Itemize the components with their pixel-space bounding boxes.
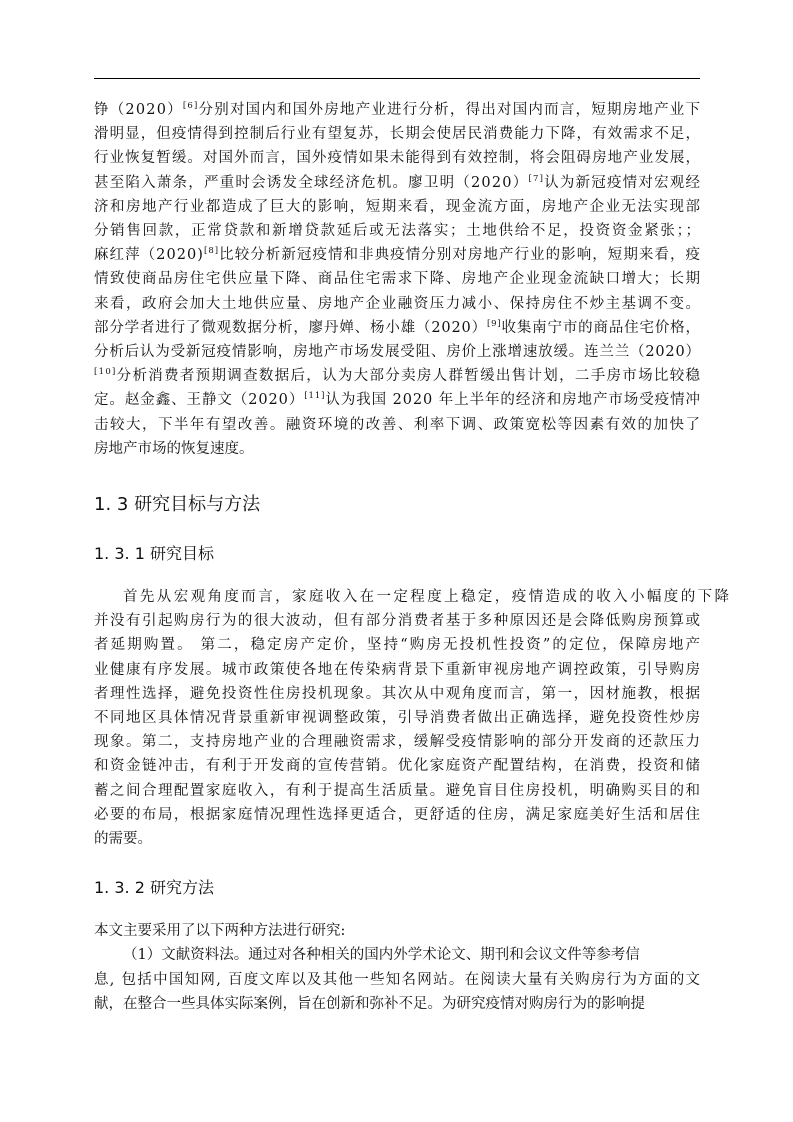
page-content bbox=[94, 98, 732, 1016]
text-line: 定。赵金鑫、王静文（2020）[11]认为我国 2020 年上半年的经济和房地产市场受疫情冲 bbox=[94, 391, 701, 409]
text-line: 行业恢复暂缓。对国外而言，国外疫情如果未能得到有效控制，将会阻碍房地产业发展， bbox=[94, 150, 702, 167]
text-line: 和资金链冲击，有利于开发商的宣传营销。优化家庭资产配置结构，在消费，投资和储 bbox=[94, 758, 702, 775]
text-line: 献，在整合一些具体实际案例，旨在创新和弥补不足。为研究疫情对购房行为的影响提 bbox=[94, 995, 645, 1012]
text-line: 房地产市场的恢复速度。 bbox=[94, 440, 254, 457]
text-line: 首先从宏观角度而言，家庭收入在一定程度上稳定，疫情造成的收入小幅度的下降 bbox=[123, 589, 732, 606]
text-line: （1）文献资料法。通过对各种相关的国内外学术论文、期刊和会议文件等参考信 bbox=[123, 947, 640, 964]
literature-review-paragraph bbox=[94, 98, 700, 461]
text-line: 滑明显，但疫情得到控制后行业有望复苏，长期会使居民消费能力下降，有效需求不足， bbox=[94, 126, 702, 143]
citation-ref: [11] bbox=[304, 391, 326, 402]
text-line: 济和房地产行业都造成了巨大的影响，短期来看，现金流方面，房地产企业无法实现部 bbox=[94, 198, 702, 215]
text-line: 来看，政府会加大土地供应量、房地产企业融资压力减小、保持房住不炒主基调不变。 bbox=[94, 295, 702, 312]
text-line: 并没有引起购房行为的很大波动，但有部分消费者基于多种原因还是会降低购房预算或 bbox=[94, 613, 702, 630]
text-line: 业健康有序发展。城市政策使各地在传染病背景下重新审视房地产调控政策，引导购房 bbox=[94, 661, 702, 678]
text-line: 者延期购置。 第二，稳定房产定价，坚持“购房无投机性投资”的定位，保障房地产 bbox=[94, 637, 703, 654]
text-line: 者理性选择，避免投资性住房投机现象。其次从中观角度而言，第一，因材施教，根据 bbox=[94, 685, 702, 702]
subsection-heading-1-3-2: 1. 3. 2 研究方法 bbox=[94, 878, 214, 898]
research-goal-paragraph bbox=[94, 585, 732, 851]
subsection-heading-1-3-1: 1. 3. 1 研究目标 bbox=[94, 544, 214, 564]
text-line: 铮（2020）[6]分别对国内和国外房地产业进行分析，得出对国内而言，短期房地产业下 bbox=[94, 101, 702, 118]
text-line: 不同地区具体情况背景重新审视调整政策，引导消费者做出正确选择，避免投资性炒房 bbox=[94, 710, 702, 727]
citation-ref: [8] bbox=[203, 246, 220, 257]
text-line: 现象。第二，支持房地产业的合理融资需求，缓解受疫情影响的部分开发商的还款压力 bbox=[94, 734, 702, 751]
citation-ref: [6] bbox=[182, 101, 199, 112]
text-line: 本文主要采用了以下两种方法进行研究: bbox=[94, 923, 346, 940]
text-line: 部分学者进行了微观数据分析，廖丹婵、杨小雄（2020）[9]收集南宁市的商品住宅价格， bbox=[94, 319, 701, 336]
text-line: 甚至陷入萧条，严重时会诱发全球经济危机。廖卫明（2020）[7]认为新冠疫情对宏观经 bbox=[94, 173, 702, 191]
text-line: 击较大，下半年有望改善。融资环境的改善、利率下调、政策宽松等因素有效的加快了 bbox=[94, 416, 702, 433]
research-method-paragraph bbox=[94, 919, 700, 1016]
citation-ref: [9] bbox=[486, 319, 502, 329]
text-line: 息, 包括中国知网, 百度文库以及其他一些知名网站。在阅读大量有关购房行为方面的文 bbox=[94, 971, 702, 988]
text-line: 分析后认为受新冠疫情影响，房地产市场发展受阻、房价上涨增速放缓。连兰兰（2020） bbox=[94, 344, 701, 361]
header-rule bbox=[94, 78, 700, 79]
text-line: [10]分析消费者预期调查数据后，认为大部分卖房人群暂缓出售计划，二手房市场比较稳 bbox=[94, 367, 702, 385]
text-line: 必要的布局，根据家庭情况理性选择更适合，更舒适的住房，满足家庭美好生活和居住 bbox=[94, 806, 702, 823]
text-line: 情致使商品房住宅供应量下降、商品住宅需求下降、房地产企业现金流缺口增大；长期 bbox=[94, 271, 702, 288]
text-line: 蓄之间合理配置家庭收入，有利于提高生活质量。避免盲目住房投机，明确购买目的和 bbox=[94, 782, 702, 799]
text-line: 麻红萍（2020)[8]比较分析新冠疫情和非典疫情分别对房地产行业的影响，短期来看，疫 bbox=[94, 246, 702, 264]
text-line: 分销售回款，正常贷款和新增贷款延后或无法落实；土地供给不足，投资资金紧张；； bbox=[94, 223, 702, 240]
citation-ref: [10] bbox=[94, 367, 117, 378]
text-line: 的需要。 bbox=[94, 831, 152, 848]
citation-ref: [7] bbox=[528, 173, 545, 184]
section-heading-1-3: 1. 3 研究目标与方法 bbox=[94, 494, 261, 516]
